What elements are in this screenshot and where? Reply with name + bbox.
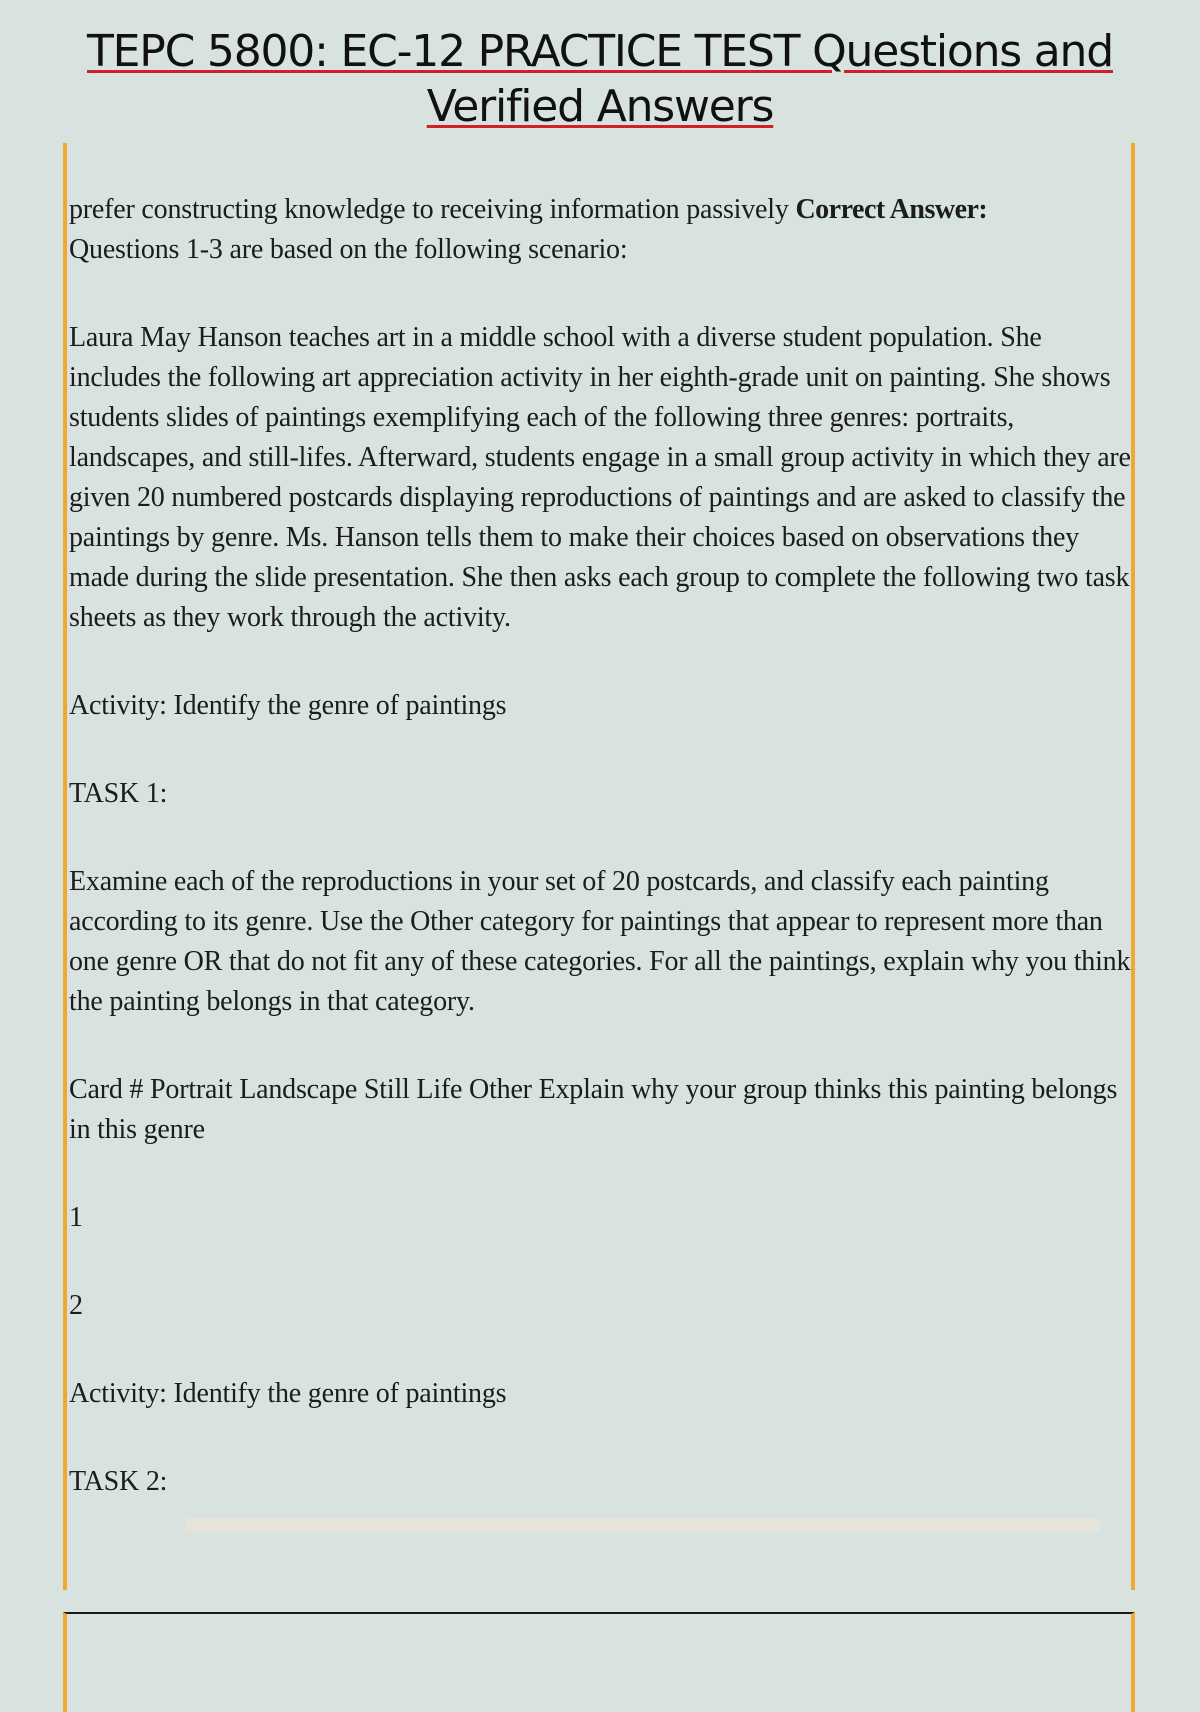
- task-1-label: TASK 1:: [69, 778, 168, 809]
- intro-paragraph: [69, 190, 1135, 270]
- scenario-paragraph: Laura May Hanson teaches art in a middle school with a diverse student population. She includes the following art appreciation activity in her eighth-grade unit on painting. She shows students slides of paintings exemplifying each of the following three genres: portraits, landscapes, and still-lifes. Afterward, students engage in a small group activity in which they are given 20 numbered postcards displaying reproductions of paintings and are asked to classify the paintings by genre. Ms. Hanson tells them to make their choices based on observations they made during the slide presentation. She then asks each group to complete the following two task sheets as they work through the activity.: [69, 322, 1131, 633]
- faint-highlight-bar: [185, 1518, 1100, 1532]
- document-title: [60, 24, 1140, 134]
- title-line-2: Verified Answers: [426, 81, 774, 132]
- activity-heading-1: Activity: Identify the genre of paintings: [69, 690, 507, 721]
- activity-heading-2: Activity: Identify the genre of paintings: [69, 1378, 507, 1409]
- table-header: Card # Portrait Landscape Still Life Other Explain why your group thinks this painting belongs in this genre: [69, 1074, 1118, 1145]
- table-row-1: 1: [69, 1202, 83, 1233]
- correct-answer-label: Correct Answer:: [795, 194, 988, 225]
- title-line-1: TEPC 5800: EC-12 PRACTICE TEST Questions and: [87, 26, 1113, 77]
- bottom-frame: [63, 1612, 1135, 1712]
- document-body: [69, 190, 1135, 1550]
- intro-continuation: Questions 1-3 are based on the following scenario:: [69, 234, 628, 265]
- table-row-2: 2: [69, 1290, 83, 1321]
- intro-text: prefer constructing knowledge to receiving information passively: [69, 194, 796, 225]
- task-1-instructions: Examine each of the reproductions in your set of 20 postcards, and classify each painting according to its genre. Use the Other category for paintings that appear to represent more than one genre OR that do not fit any of these categories. For all the paintings, explain why you think the painting belongs in that category.: [69, 866, 1131, 1017]
- task-2-label: TASK 2:: [69, 1466, 168, 1497]
